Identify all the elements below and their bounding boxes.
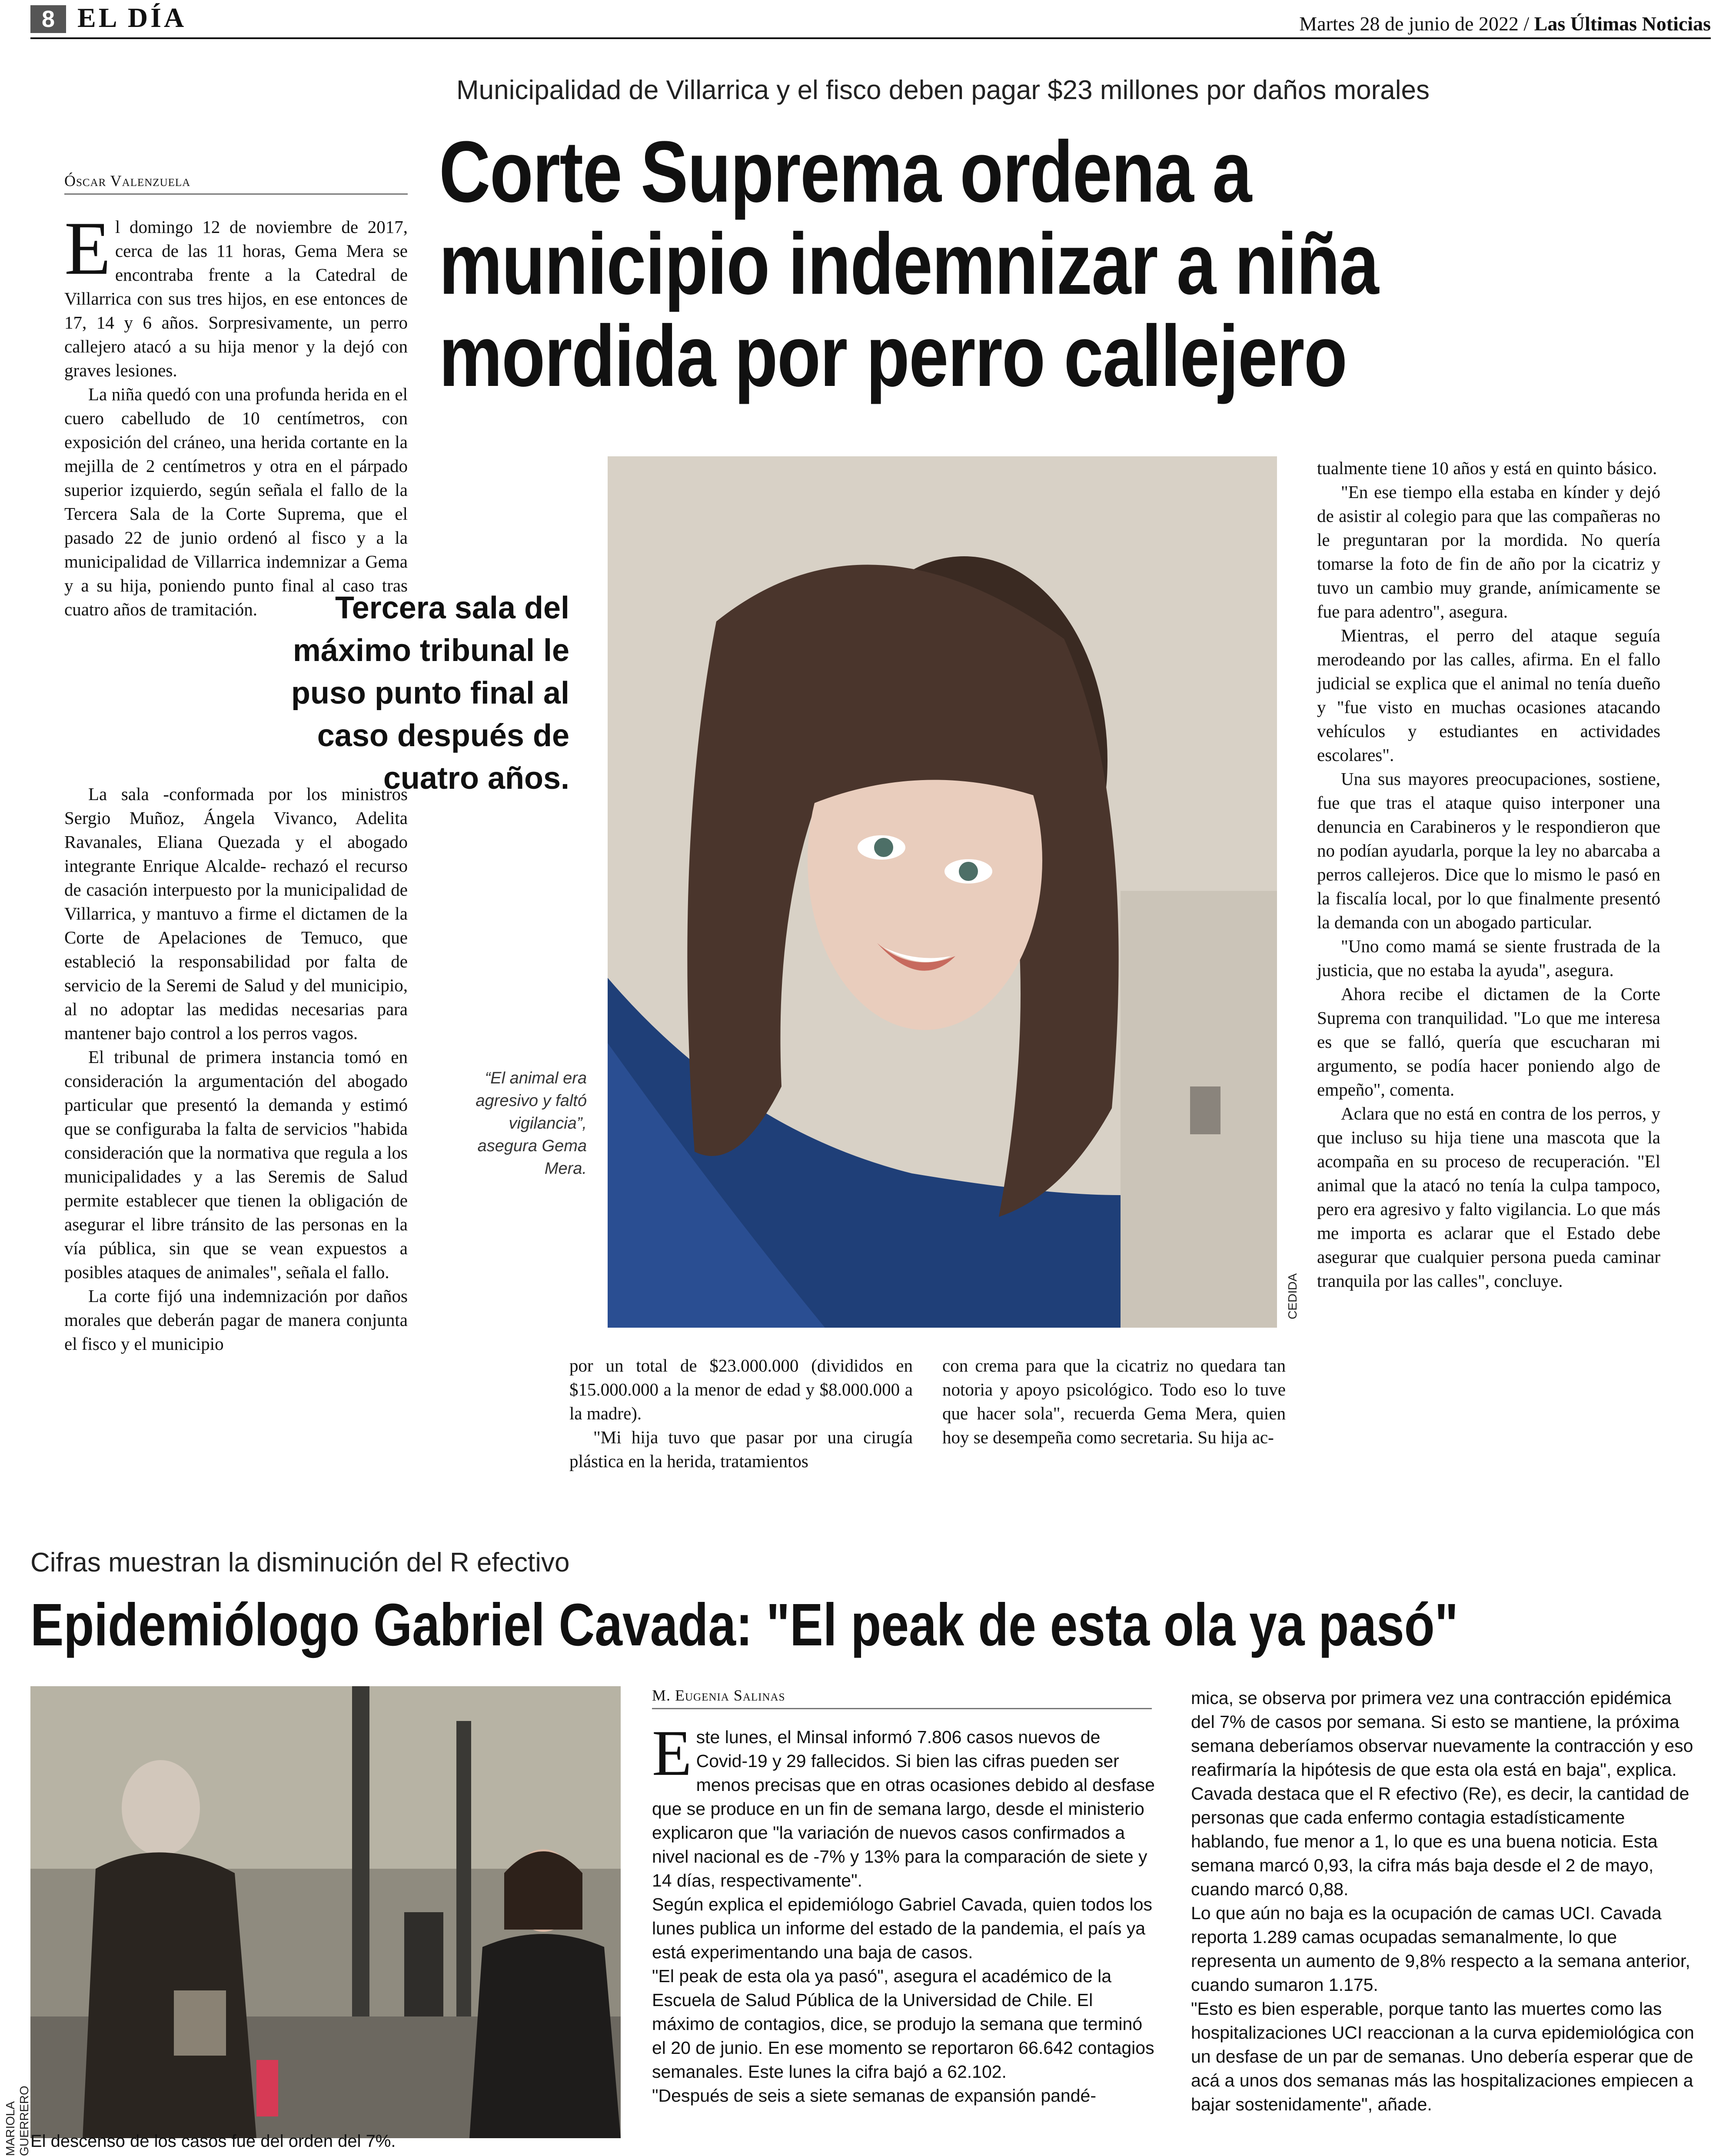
- paragraph: La sala -conformada por los ministros Sergio Muñoz, Ángela Vivanco, Adelita Ravanales, Eliana Quezada y el abogado integrante Enrique Alcalde- rechazó el recurso de casación interpuesto por la municipalidad de Villarrica, y mantuvo a firme el dictamen de la Corte de Apelaciones de Temuco, que estableció la responsabilidad por falta de servicio de la Seremi de Salud y del municipio, al no adoptar las medidas necesarias para mantener bajo control a los perros vagos.: [64, 784, 408, 1043]
- story2-byline: M. Eugenia Salinas: [652, 1686, 1152, 1709]
- story1-column-2: [569, 1354, 913, 1473]
- pull-quote: Tercera sala del máximo tribunal le puso punto final al caso después de cuatro años.: [291, 591, 569, 796]
- photo-credit: MARIOLA GUERRERO: [3, 2086, 31, 2156]
- page-number: 8: [30, 5, 66, 33]
- story1-column-3: [942, 1354, 1286, 1449]
- paragraph: Aclara que no está en contra de los perros, y que incluso su hija tiene una mascota que la acompaña en su proceso de recuperación. "El animal que la atacó no tenía la culpa tampoco, pero era agresivo y falto vigilancia. Lo que más me importa es aclarar que el Estado debe asegurar que cualquier persona pueda caminar tranquila por las calles", concluye.: [1317, 1103, 1660, 1291]
- paragraph: por un total de $23.000.000 (divididos en $15.000.000 a la menor de edad y $8.000.000 a la madre).: [569, 1355, 913, 1423]
- story1-headline: [439, 123, 1401, 405]
- paragraph: "Esto es bien esperable, porque tanto las muertes como las hospitalizaciones UCI reaccionan a la curva epidemiológica con un desfase de un par de semanas. Uno debería esperar que de acá a unos dos semanas más las hospitalizaciones empiecen a bajar sostenidamente", añade.: [1191, 1999, 1694, 2114]
- paragraph: Ahora recibe el dictamen de la Corte Suprema con tranquilidad. "Lo que me interesa es que se falló, quería que escucharan mi argumento, se podía hacer poniendo algo de empeño", comenta.: [1317, 984, 1660, 1100]
- paragraph: con crema para que la cicatriz no quedara tan notoria y apoyo psicológico. Todo eso lo tuve que hacer sola", recuerda Gema Mera, quien hoy se desempeña como secretaria. Su hija ac-: [942, 1355, 1286, 1447]
- story2-headline: Epidemiólogo Gabriel Cavada: "El peak de esta ola ya pasó": [30, 1591, 1458, 1658]
- paragraph: "Mi hija tuvo que pasar por una cirugía plástica en la herida, tratamientos: [569, 1427, 913, 1471]
- section-name: EL DÍA: [77, 2, 187, 33]
- story2-column-2: [1191, 1686, 1699, 2116]
- paragraph: Mientras, el perro del ataque seguía merodeando por las calles, afirma. En el fallo judicial se explica que el animal no tenía dueño y "fue visto en muchas ocasiones atacando vehículos y estudiantes en actividades escolares".: [1317, 625, 1660, 765]
- street-photo: [30, 1686, 621, 2138]
- drop-cap: E: [64, 206, 111, 290]
- paragraph: Una sus mayores preocupaciones, sostiene, fue que tras el ataque quiso interponer una denuncia en Carabineros y le respondieron que no podían ayudarla, porque la ley no abarcaba a perros callejeros. Dice que lo mismo le pasó en la fiscalía local, por lo que finalmente presentó la demanda con un abogado particular.: [1317, 769, 1660, 932]
- paragraph: "En ese tiempo ella estaba en kínder y dejó de asistir al colegio para que las compañeras no le preguntaran por la mordida. No quería tomarse la foto de fin de año por la cicatriz y tuvo un cambio muy grande, anímicamente se fue para adentro", asegura.: [1317, 482, 1660, 621]
- headline-line: municipio indemnizar a niña: [439, 216, 1378, 312]
- story1-column-1a: [64, 206, 408, 619]
- story1-column-4: [1317, 456, 1660, 1293]
- drop-cap: E: [652, 1717, 692, 1789]
- paragraph: El tribunal de primera instancia tomó en consideración la argumentación del abogado particular que presentó la demanda y estimó que se configuraba la falta de servicios "habida consideración que la normativa que regula a los municipalidades y a las Seremis de Salud permite establecer que tienen la obligación de asegurar el libre tránsito de las personas en la vía pública, sin que se vean expuestos a posibles ataques de animales", señala el fallo.: [64, 1047, 408, 1282]
- paragraph: El domingo 12 de noviembre de 2017, cerca de las 11 horas, Gema Mera se encontraba frente a la Catedral de Villarrica con sus tres hijos, en ese entonces de 17, 14 y 6 años. Sorpresivamente, un perro callejero atacó a su hija menor y la dejó con graves lesiones.: [64, 206, 408, 380]
- paragraph: Cavada destaca que el R efectivo (Re), es decir, la cantidad de personas que cada enfermo contagia estadísticamente hablando, fue menor a 1, lo que es una buena noticia. Esta semana marcó 0,93, la cifra más baja desde el 2 de mayo, cuando marcó 0,88.: [1191, 1784, 1689, 1899]
- header-rule: [30, 37, 1711, 39]
- portrait-illustration: [608, 456, 1277, 1328]
- story1-column-1b: [64, 574, 247, 791]
- story2-kicker: Cifras muestran la disminución del R efectivo: [30, 1548, 570, 1578]
- dateline: [1299, 12, 1711, 35]
- headline-line: mordida por perro callejero: [439, 308, 1347, 405]
- story2-column-1: [652, 1717, 1156, 2108]
- story1-byline: Óscar Valenzuela: [64, 172, 408, 195]
- paragraph: "Después de seis a siete semanas de expansión pandé-: [652, 2086, 1096, 2106]
- paragraph: La corte fijó una indemnización por daños morales que deberán pagar de manera conjunta el fisco y el municipio: [64, 1286, 408, 1354]
- paragraph: mica, se observa por primera vez una contracción epidémica del 7% de casos por semana. Si esto se mantiene, la próxima semana deberíamos observar nuevamente la contracción y eso reafirmaría la hipótesis de que esta ola está en baja", explica.: [1191, 1688, 1693, 1780]
- story1-kicker: Municipalidad de Villarrica y el fisco deben pagar $23 millones por daños morales: [456, 75, 1430, 105]
- paragraph: Lo que aún no baja es la ocupación de camas UCI. Cavada reporta 1.289 camas ocupadas semanalmente, lo que representa un aumento de 9,8% respecto a la semana anterior, cuando sumaron 1.175.: [1191, 1903, 1690, 1995]
- story1-column-1c: [64, 782, 408, 1469]
- headline-line: Corte Suprema ordena a: [439, 123, 1251, 220]
- paragraph: "El peak de esta ola ya pasó", asegura el académico de la Escuela de Salud Pública de la Universidad de Chile. El máximo de contagios, dice, se produjo la semana que terminó el 20 de junio. En ese momento se reportaron 66.642 contagios semanales. Este lunes la cifra bajó a 62.102.: [652, 1966, 1154, 2082]
- photo-caption: “El animal era agresivo y faltó vigilancia”, asegura Gema Mera.: [476, 1069, 587, 1178]
- photo-caption: El descenso de los casos fue del orden del 7%.: [30, 2132, 396, 2151]
- paragraph: "Uno como mamá se siente frustrada de la justicia, que no estaba la ayuda", asegura.: [1317, 936, 1660, 980]
- photo-credit: CEDIDA: [1286, 1273, 1299, 1319]
- portrait-photo: [608, 456, 1277, 1328]
- street-illustration: [30, 1686, 621, 2138]
- paragraph: La niña quedó con una profunda herida en el cuero cabelludo de 10 centímetros, con exposición del cráneo, una herida cortante en la mejilla de 2 centímetros y otra en el párpado superior izquierdo, según señala el fallo de la Tercera Sala de la Corte Suprema, que el pasado 22 de junio ordenó al fisco y a la municipalidad de Villarrica indemnizar a Gema y a su hija, poniendo punto final al caso tras cuatro años de tramitación.: [64, 384, 408, 619]
- date-text: Martes 28 de junio de 2022 /: [1299, 13, 1534, 35]
- paragraph: Según explica el epidemiólogo Gabriel Cavada, quien todos los lunes publica un informe del estado de la pandemia, el país ya está experimentando una baja de casos.: [652, 1894, 1153, 1962]
- paragraph: tualmente tiene 10 años y está en quinto básico.: [1317, 458, 1657, 478]
- paragraph: Este lunes, el Minsal informó 7.806 casos nuevos de Covid-19 y 29 fallecidos. Si bien las cifras pueden ser menos precisas que en otras ocasiones debido al desfase que se produce en un fin de semana largo, desde el ministerio explicaron que "la variación de nuevos casos confirmados a nivel nacional es de -7% y 13% para la comparación de siete y 14 días, respectivamente".: [652, 1717, 1155, 1890]
- publication-name: Las Últimas Noticias: [1534, 13, 1711, 35]
